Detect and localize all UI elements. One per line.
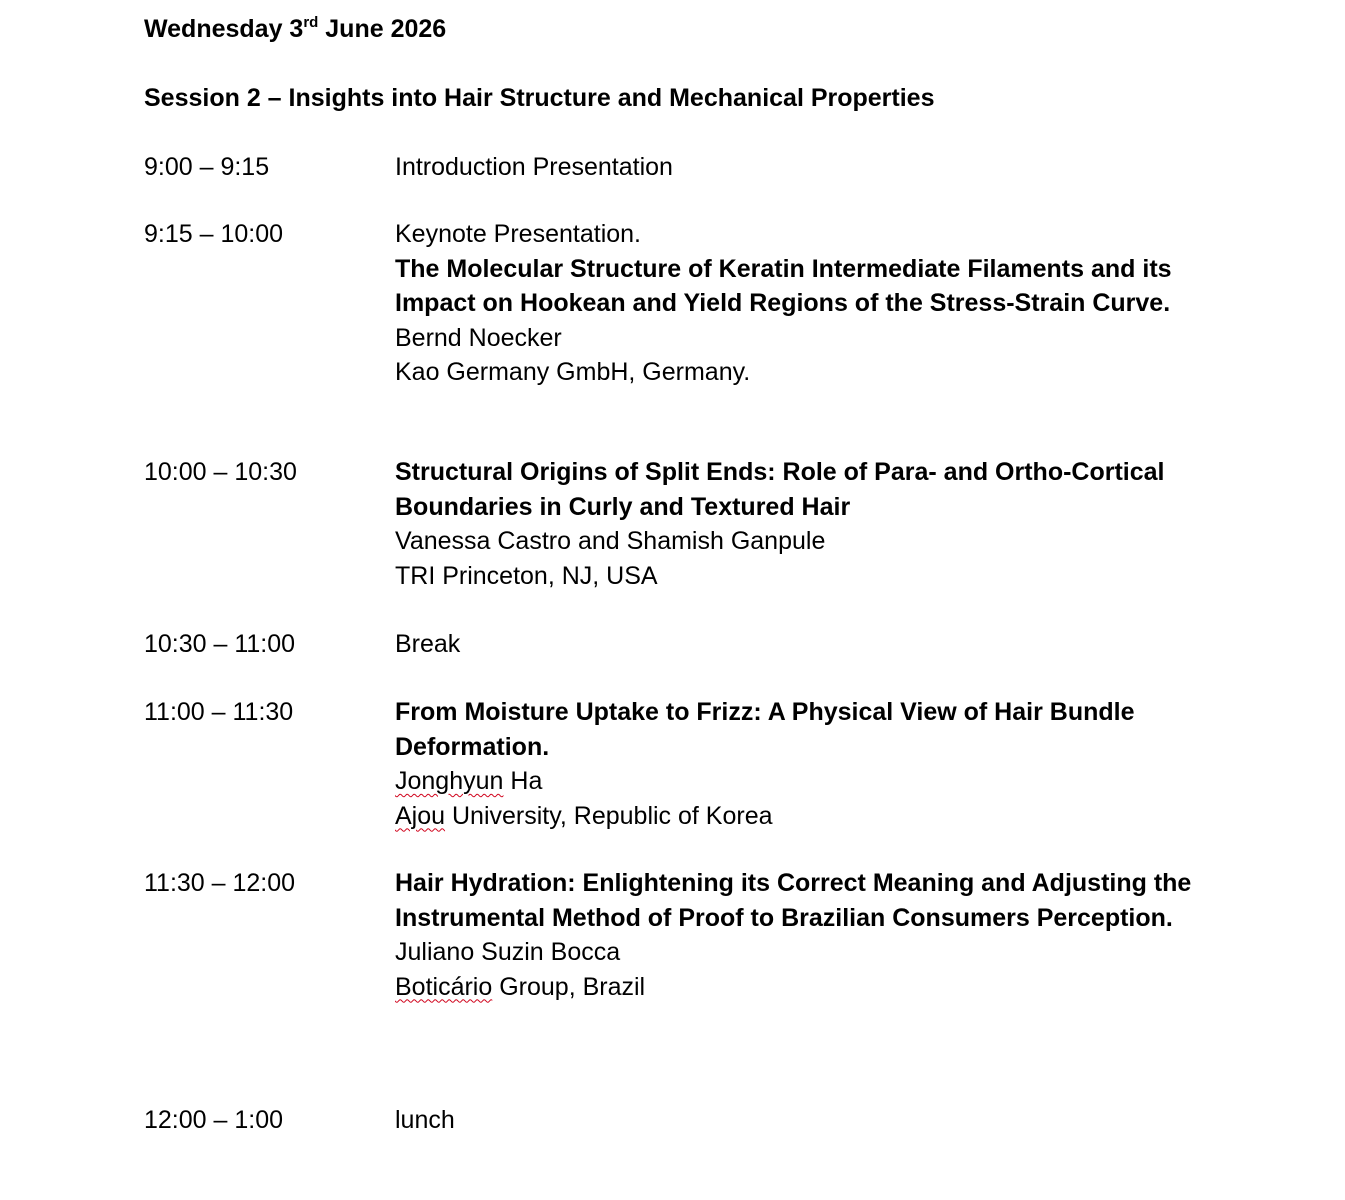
talk-title: From Moisture Uptake to Frizz: A Physical View of Hair Bundle Deformation.: [395, 698, 1135, 761]
speaker-name: Juliano Suzin Bocca: [395, 938, 621, 966]
slot-label: Keynote Presentation.: [395, 220, 641, 248]
affiliation-rest: University, Republic of Korea: [445, 801, 773, 830]
slot-time: 10:00 – 10:30: [144, 458, 297, 486]
speaker-affiliation: [395, 799, 1195, 834]
slot-details: [395, 455, 1195, 593]
slot-time: 11:00 – 11:30: [144, 698, 294, 726]
talk-title: Hair Hydration: Enlightening its Correct Meaning and Adjusting the Instrumental Method of Proof to Brazilian Consumers Perception.: [395, 869, 1192, 932]
slot-label: Introduction Presentation: [395, 153, 673, 181]
speaker-name: Vanessa Castro and Shamish Ganpule: [395, 527, 826, 555]
slot-time: 9:00 – 9:15: [144, 153, 270, 181]
slot-details: [395, 150, 1195, 185]
slot-time: 9:15 – 10:00: [144, 220, 284, 248]
affiliation-rest: Group, Brazil: [492, 972, 646, 1001]
slot-time: 10:30 – 11:00: [144, 630, 296, 658]
spellcheck-word: Jonghyun: [395, 767, 504, 795]
speaker-affiliation: TRI Princeton, NJ, USA: [395, 561, 658, 590]
day-heading-rest: June 2026: [318, 15, 447, 43]
spellcheck-word: Boticário: [395, 972, 493, 1001]
speaker-affiliation: Kao Germany GmbH, Germany.: [395, 358, 751, 386]
slot-label: lunch: [395, 1106, 455, 1134]
speaker-name: [395, 764, 1195, 799]
day-ordinal: rd: [303, 14, 319, 31]
slot-details: [395, 627, 1195, 662]
day-heading-text: Wednesday 3: [144, 15, 304, 43]
slot-details: [395, 695, 1195, 833]
speaker-name: Bernd Noecker: [395, 323, 562, 352]
slot-details: [395, 217, 1195, 390]
talk-title: Structural Origins of Split Ends: Role of Para- and Ortho-Cortical Boundaries in Curly and Textured Hair: [395, 458, 1165, 521]
speaker-affiliation: [395, 970, 1195, 1005]
day-heading: [144, 14, 446, 44]
session-title: Session 2 – Insights into Hair Structure and Mechanical Properties: [144, 84, 935, 112]
slot-time: 12:00 – 1:00: [144, 1106, 284, 1134]
slot-details: [395, 866, 1195, 1004]
slot-details: [395, 1103, 1195, 1138]
spellcheck-word: Ajou: [395, 801, 446, 830]
slot-label: Break: [395, 630, 461, 658]
talk-title: The Molecular Structure of Keratin Intermediate Filaments and its Impact on Hookean and Yield Regions of the Stress-Strain Curve.: [395, 254, 1172, 317]
slot-time: 11:30 – 12:00: [144, 869, 296, 897]
speaker-name-rest: Ha: [503, 767, 543, 795]
